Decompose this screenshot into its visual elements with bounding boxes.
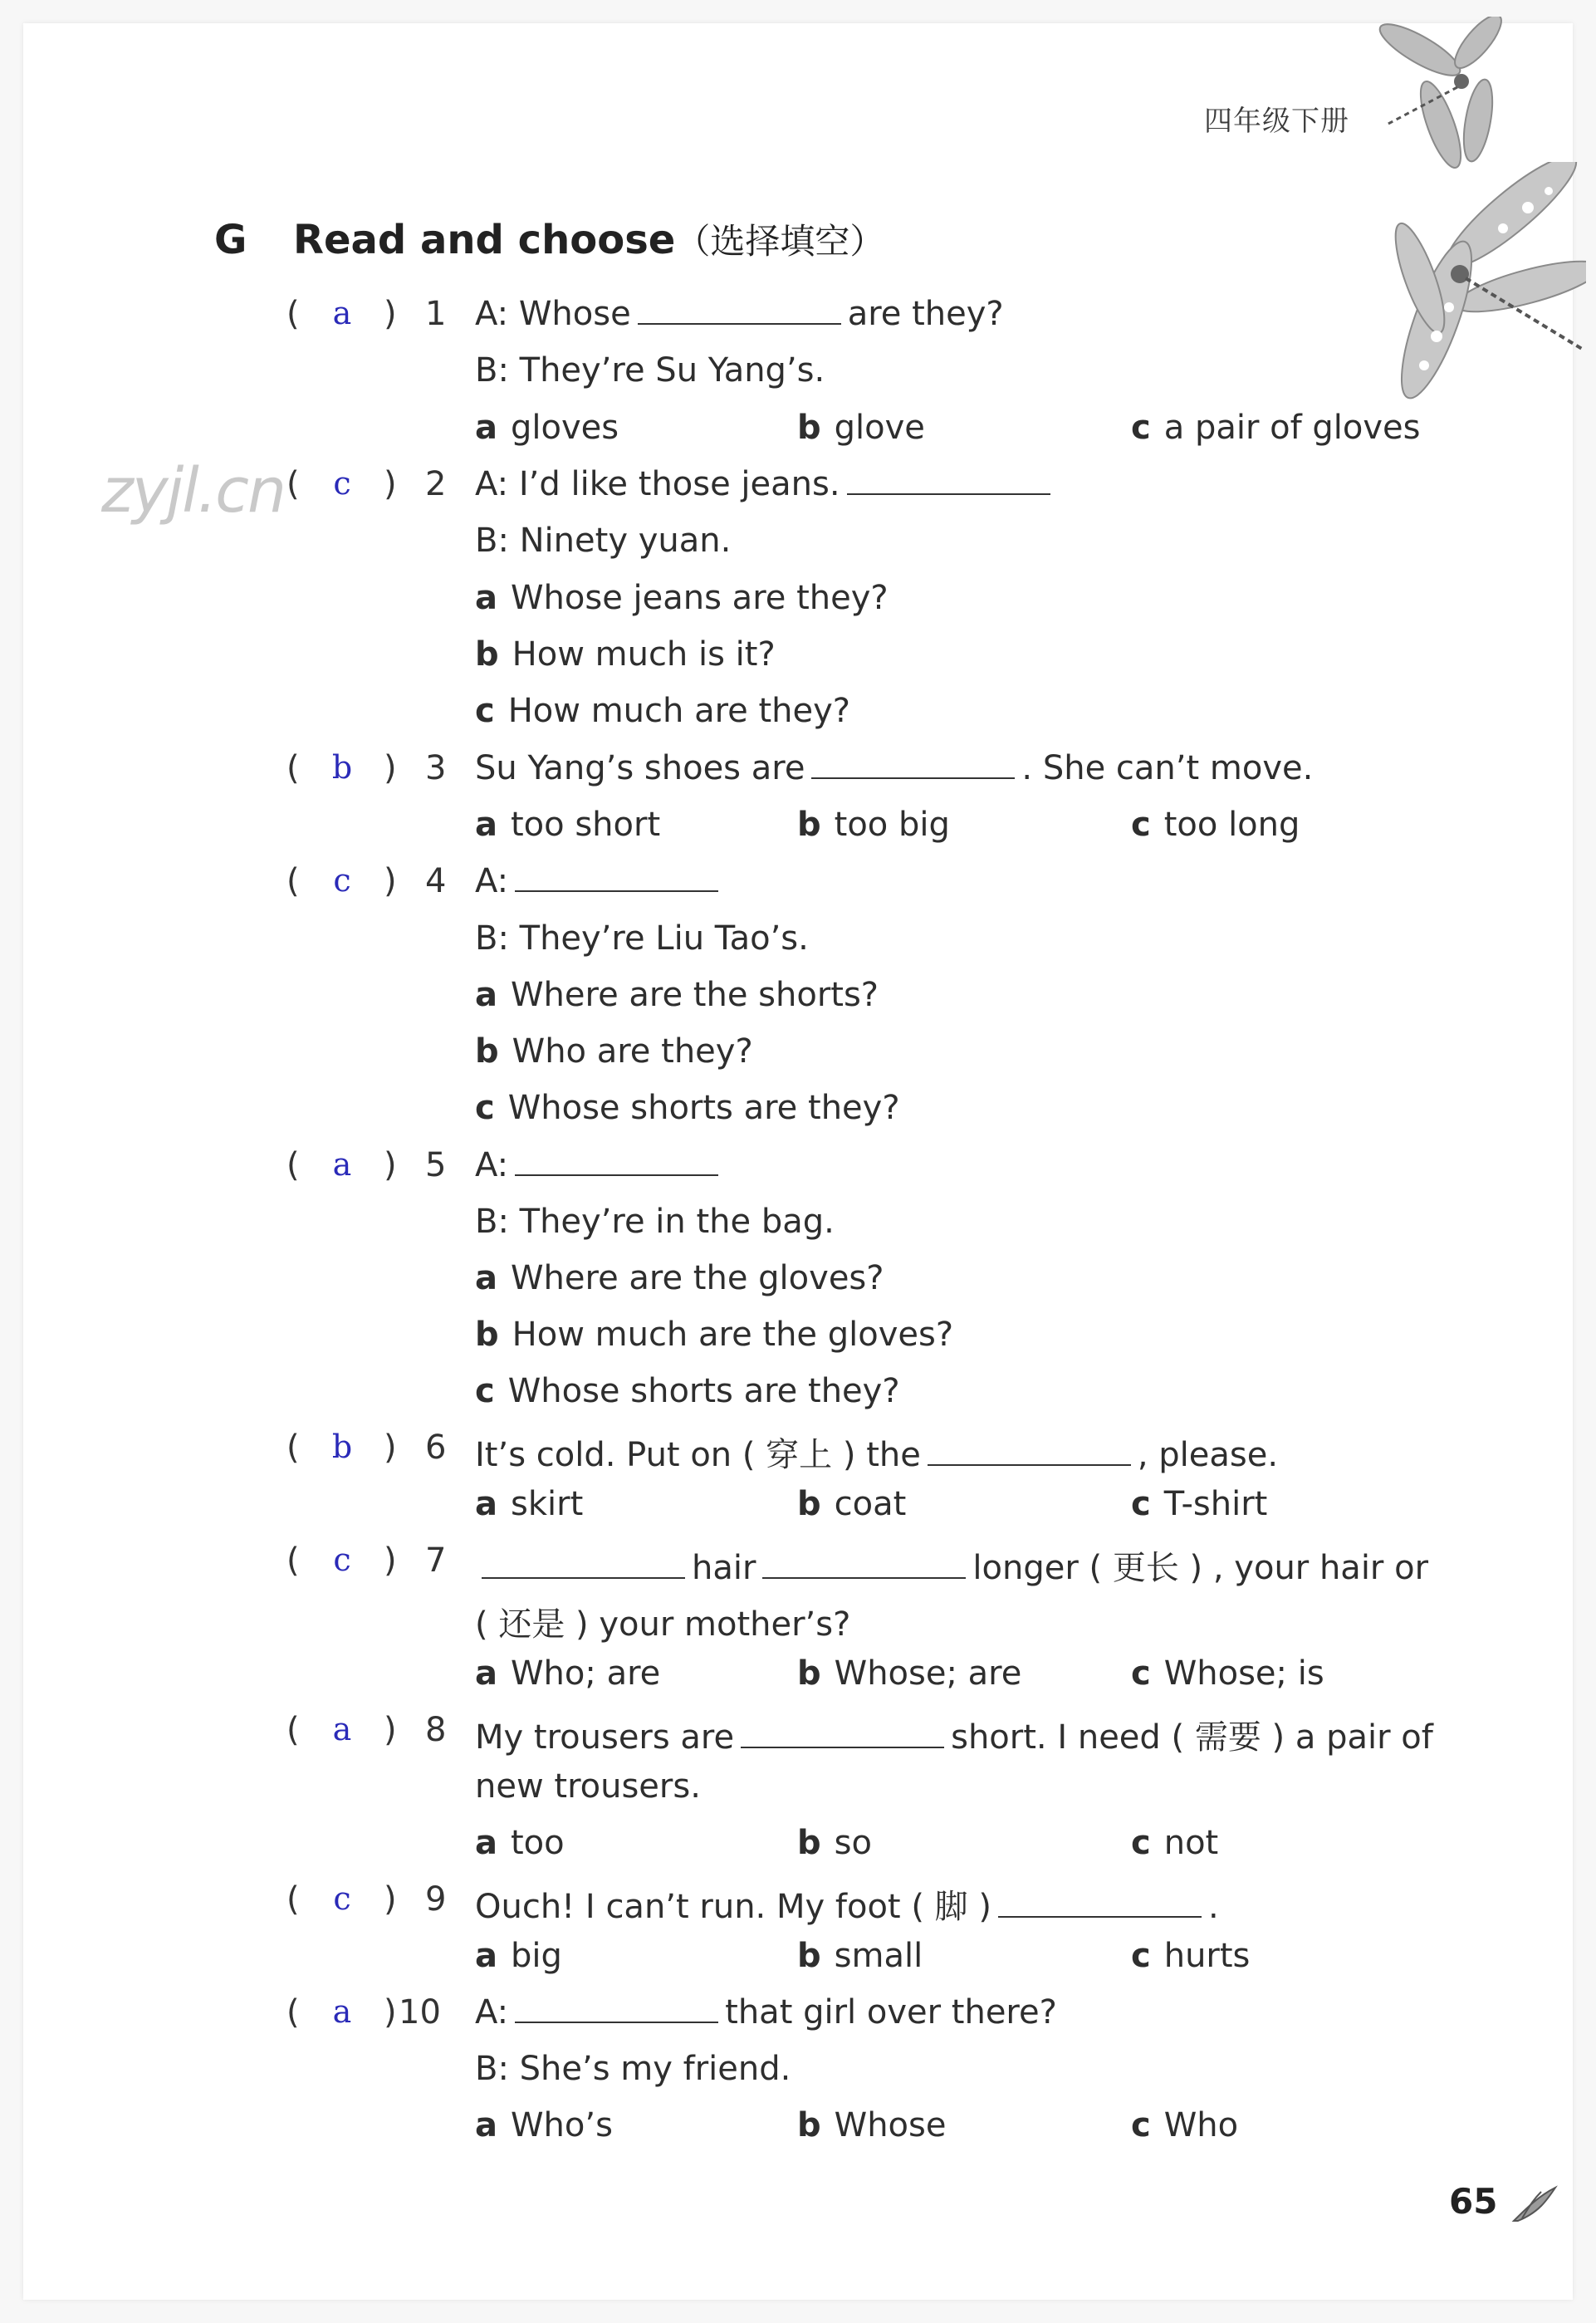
answer-blank <box>928 1439 1131 1466</box>
question-text-line <box>475 351 825 390</box>
option-letter: a <box>475 976 497 1014</box>
option-letter: c <box>1131 2106 1151 2144</box>
option-c <box>1131 2106 1238 2144</box>
paren-right: ) <box>384 1541 397 1580</box>
question-number: 8 <box>425 1711 447 1749</box>
option-text: How much is it? <box>512 635 776 674</box>
paren-left: ( <box>286 1146 300 1184</box>
paren-right: ) <box>384 295 397 333</box>
answer-blank <box>515 1997 718 2023</box>
option-b <box>797 806 950 844</box>
option-b <box>475 635 776 674</box>
question-text: B: They’re Liu Tao’s. <box>475 919 809 958</box>
question-text: My trousers are <box>475 1718 735 1757</box>
option-text: Whose; is <box>1163 1654 1324 1693</box>
question-text: Ouch! I can’t run. My foot ( 脚 ) <box>475 1888 991 1926</box>
option-b <box>797 1485 906 1523</box>
option-b <box>797 1937 923 1975</box>
answer-mark: c <box>333 1541 351 1578</box>
option-letter: a <box>475 1259 497 1297</box>
answer-blank <box>515 1149 718 1176</box>
paren-right: ) <box>384 1880 397 1919</box>
option-text: skirt <box>511 1485 584 1523</box>
option-text: Where are the shorts? <box>511 976 879 1014</box>
option-letter: b <box>475 635 499 674</box>
question-text-line <box>475 1598 850 1645</box>
option-c <box>475 1089 900 1127</box>
answer-blank <box>741 1722 944 1748</box>
option-text: so <box>834 1824 872 1862</box>
option-letter: c <box>1131 1937 1151 1975</box>
option-a <box>475 1824 565 1862</box>
question-number: 7 <box>425 1541 447 1580</box>
option-c <box>475 692 850 730</box>
paren-left: ( <box>286 295 300 333</box>
paren-right: ) <box>384 465 397 503</box>
leaf-icon <box>1510 2183 1559 2225</box>
question-text: A: <box>475 1993 509 2031</box>
question-number: 1 <box>425 295 447 333</box>
question-text: . <box>1207 1888 1219 1926</box>
option-letter: b <box>475 1316 499 1354</box>
option-letter: b <box>797 806 821 844</box>
option-text: coat <box>834 1485 907 1523</box>
option-text: gloves <box>511 409 619 447</box>
section-heading <box>214 214 884 264</box>
page-number-text: 65 <box>1449 2181 1498 2222</box>
option-text: a pair of gloves <box>1163 409 1421 447</box>
answer-mark: b <box>331 749 353 786</box>
option-text: Whose shorts are they? <box>507 1372 900 1410</box>
option-a <box>475 2106 613 2144</box>
answer-blank <box>762 1552 966 1579</box>
question-text-line <box>475 1146 725 1184</box>
question-number: 9 <box>425 1880 447 1919</box>
paren-left: ( <box>286 1711 300 1749</box>
question-text: ( 还是 ) your mother’s? <box>475 1605 851 1644</box>
question-text: B: They’re in the bag. <box>475 1203 835 1241</box>
option-text: not <box>1163 1824 1219 1862</box>
paren-left: ( <box>286 465 300 503</box>
answer-blank <box>515 865 718 892</box>
answer-mark: c <box>333 465 351 502</box>
question-number: 2 <box>425 465 447 503</box>
option-letter: a <box>475 409 497 447</box>
option-letter: a <box>475 1654 497 1693</box>
option-letter: c <box>1131 409 1151 447</box>
option-a <box>475 1654 660 1693</box>
option-c <box>1131 1824 1218 1862</box>
dragonfly-large-illustration <box>1362 162 1586 419</box>
option-letter: a <box>475 1824 497 1862</box>
paren-right: ) <box>384 862 397 900</box>
paren-right: ) <box>384 1429 397 1467</box>
page-number <box>1449 2181 1559 2225</box>
answer-mark: c <box>333 1880 351 1917</box>
option-b <box>797 409 925 447</box>
question-text-line <box>475 295 1004 333</box>
option-text: T-shirt <box>1163 1485 1268 1523</box>
option-letter: c <box>1131 1654 1151 1693</box>
paren-right: ) <box>384 749 397 787</box>
question-text: It’s cold. Put on ( 穿上 ) the <box>475 1436 921 1474</box>
option-c <box>1131 1937 1250 1975</box>
answer-mark: a <box>332 1146 352 1183</box>
option-letter: a <box>475 579 497 617</box>
option-text: Who <box>1163 2106 1239 2144</box>
option-b <box>797 1654 1021 1693</box>
question-number: 10 <box>399 1993 441 2031</box>
option-letter: c <box>475 1372 495 1410</box>
answer-mark: a <box>332 295 352 331</box>
option-text: Who are they? <box>512 1032 753 1071</box>
answer-blank <box>638 298 841 325</box>
paren-right: ) <box>384 1711 397 1749</box>
answer-mark: b <box>331 1429 353 1465</box>
question-number: 4 <box>425 862 447 900</box>
option-c <box>475 1372 900 1410</box>
question-text-line <box>475 465 1057 503</box>
option-letter: c <box>1131 1824 1151 1862</box>
question-text-line <box>475 1767 701 1806</box>
section-title: Read and choose <box>293 217 676 263</box>
paren-left: ( <box>286 749 300 787</box>
option-a <box>475 579 889 617</box>
question-number: 6 <box>425 1429 447 1467</box>
question-text-line <box>475 1711 1433 1758</box>
question-text-line <box>475 2050 791 2088</box>
question-text-line <box>475 1880 1219 1928</box>
option-letter: b <box>797 1824 821 1862</box>
question-number: 3 <box>425 749 447 787</box>
question-text: B: They’re Su Yang’s. <box>475 351 825 390</box>
question-text: A: Whose <box>475 295 631 333</box>
option-letter: c <box>1131 806 1151 844</box>
question-text: hair <box>692 1549 756 1587</box>
option-text: small <box>834 1937 923 1975</box>
question-text: A: <box>475 1146 509 1184</box>
question-text: that girl over there? <box>725 1993 1057 2031</box>
question-text: new trousers. <box>475 1767 701 1806</box>
option-text: Whose; are <box>834 1654 1022 1693</box>
question-text: , please. <box>1137 1436 1279 1474</box>
option-text: big <box>511 1937 562 1975</box>
question-text-line <box>475 862 725 900</box>
question-text: longer ( 更长 ) , your hair or <box>972 1549 1429 1587</box>
option-letter: b <box>797 1937 821 1975</box>
option-letter: a <box>475 806 497 844</box>
option-text: Who’s <box>511 2106 613 2144</box>
question-text: B: She’s my friend. <box>475 2050 791 2088</box>
option-text: too big <box>834 806 950 844</box>
option-text: too long <box>1163 806 1300 844</box>
option-a <box>475 976 879 1014</box>
option-b <box>475 1032 753 1071</box>
option-letter: b <box>797 2106 821 2144</box>
option-text: Whose jeans are they? <box>511 579 889 617</box>
option-a <box>475 409 619 447</box>
paren-left: ( <box>286 862 300 900</box>
option-a <box>475 806 660 844</box>
option-c <box>1131 806 1300 844</box>
option-c <box>1131 1485 1267 1523</box>
question-text-line <box>475 919 809 958</box>
question-number: 5 <box>425 1146 447 1184</box>
question-text-line <box>475 522 731 560</box>
watermark: zyjl.cn <box>101 455 285 527</box>
question-text: short. I need ( 需要 ) a pair of <box>951 1718 1433 1757</box>
answer-mark: a <box>332 1711 352 1747</box>
dragonfly-small-illustration <box>1370 17 1520 174</box>
option-letter: c <box>1131 1485 1151 1523</box>
option-letter: b <box>797 409 821 447</box>
option-letter: a <box>475 1485 497 1523</box>
option-text: too short <box>511 806 661 844</box>
option-c <box>1131 1654 1324 1693</box>
option-text: How much are the gloves? <box>512 1316 954 1354</box>
option-a <box>475 1937 562 1975</box>
answer-mark: a <box>332 1993 352 2030</box>
option-text: hurts <box>1163 1937 1251 1975</box>
question-text: are they? <box>847 295 1004 333</box>
question-text-line <box>475 749 1313 787</box>
option-b <box>475 1316 953 1354</box>
option-letter: b <box>797 1654 821 1693</box>
option-letter: a <box>475 2106 497 2144</box>
answer-blank <box>998 1891 1202 1918</box>
option-letter: c <box>475 692 495 730</box>
paren-left: ( <box>286 1993 300 2031</box>
question-text-line <box>475 1429 1278 1476</box>
question-text-line <box>475 1541 1428 1589</box>
section-subtitle: （选择填空） <box>675 221 885 262</box>
option-text: too <box>511 1824 565 1862</box>
option-a <box>475 1259 884 1297</box>
paren-right: ) <box>384 1993 397 2031</box>
option-text: How much are they? <box>507 692 851 730</box>
paren-left: ( <box>286 1880 300 1919</box>
question-text: Su Yang’s shoes are <box>475 749 805 787</box>
answer-blank <box>482 1552 685 1579</box>
answer-mark: c <box>333 862 351 899</box>
option-letter: a <box>475 1937 497 1975</box>
option-a <box>475 1485 583 1523</box>
question-text: B: Ninety yuan. <box>475 522 732 560</box>
option-text: glove <box>834 409 925 447</box>
option-text: Who; are <box>511 1654 661 1693</box>
option-letter: c <box>475 1089 495 1127</box>
answer-blank <box>811 752 1015 779</box>
option-text: Where are the gloves? <box>511 1259 884 1297</box>
option-c <box>1131 409 1421 447</box>
option-b <box>797 2106 946 2144</box>
option-letter: b <box>797 1485 821 1523</box>
option-text: Whose shorts are they? <box>507 1089 900 1127</box>
grade-label: 四年级下册 <box>1204 105 1349 138</box>
paren-right: ) <box>384 1146 397 1184</box>
option-text: Whose <box>834 2106 947 2144</box>
section-letter: G <box>214 217 247 263</box>
question-text: A: <box>475 862 509 900</box>
paren-left: ( <box>286 1429 300 1467</box>
question-text-line <box>475 1993 1057 2031</box>
answer-blank <box>847 468 1050 495</box>
question-text: A: I’d like those jeans. <box>475 465 840 503</box>
option-b <box>797 1824 872 1862</box>
paren-left: ( <box>286 1541 300 1580</box>
question-text-line <box>475 1203 835 1241</box>
option-letter: b <box>475 1032 499 1071</box>
question-text: . She can’t move. <box>1021 749 1314 787</box>
